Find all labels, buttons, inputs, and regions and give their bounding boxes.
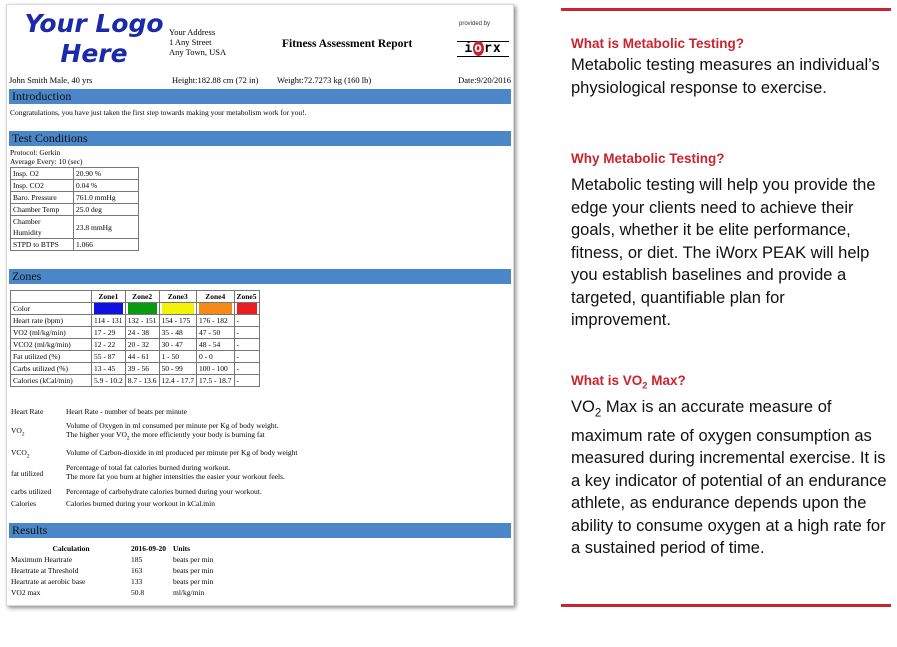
results-header-calculation: Calculation <box>52 544 90 553</box>
def-term-vco2: $VCO_2$ <box>11 448 30 460</box>
def-text-fat-line1: Percentage of total fat calories burned during workout. <box>66 463 231 472</box>
condition-label: Baro. Pressure <box>11 192 74 204</box>
zones-header-row <box>11 291 260 303</box>
zones-metric-row <box>11 363 260 375</box>
result-calculation: VO2 max <box>11 588 41 597</box>
zone-metric-label: Calories (kCal/min) <box>11 375 92 387</box>
address-line: Your Address <box>169 27 216 37</box>
def-text-calories: Calories burned during your workout in kCal.min <box>66 499 215 508</box>
results-header-row <box>11 543 213 554</box>
zone-metric-value: 35 - 48 <box>159 327 197 339</box>
condition-value: 25.0 deg <box>74 204 139 216</box>
result-value: 50.8 <box>131 588 145 597</box>
zone-metric-value: 114 - 131 <box>92 315 126 327</box>
zone-metric-value: 1 - 50 <box>159 351 197 363</box>
zone-metric-value: - <box>234 375 259 387</box>
zone-metric-value: 24 - 38 <box>125 327 159 339</box>
zone-metric-value: 12.4 - 17.7 <box>159 375 197 387</box>
top-divider <box>561 8 891 11</box>
intro-text: Congratulations, you have just taken the first step towards making your metabolism work for you!. <box>10 108 307 117</box>
zone-metric-value: 8.7 - 13.6 <box>125 375 159 387</box>
zone-color-label: Color <box>11 303 92 315</box>
zone-metric-value: 50 - 99 <box>159 363 197 375</box>
zone-metric-value: 132 - 151 <box>125 315 159 327</box>
condition-row <box>11 180 139 192</box>
section-introduction: Introduction <box>9 89 511 104</box>
zone1-color-swatch <box>94 303 123 314</box>
zone-metric-value: 12 - 22 <box>92 339 126 351</box>
section-results: Results <box>9 523 511 538</box>
zones-metric-row <box>11 339 260 351</box>
condition-label: Chamber Humidity <box>11 216 74 239</box>
heading-why-metabolic-testing: Why Metabolic Testing? <box>571 151 725 166</box>
zone-color-cell <box>159 303 197 315</box>
zone-metric-label: Heart rate (bpm) <box>11 315 92 327</box>
def-text-heart-rate: Heart Rate - number of beats per minute <box>66 407 187 416</box>
zone-metric-value: 48 - 54 <box>197 339 235 351</box>
results-row <box>11 587 213 598</box>
zone-metric-value: 100 - 100 <box>197 363 235 375</box>
heading-what-is-metabolic-testing: What is Metabolic Testing? <box>571 36 745 51</box>
zone2-color-swatch <box>128 303 157 314</box>
result-value: 185 <box>131 555 143 564</box>
report-date: Date:9/20/2016 <box>458 75 511 85</box>
body-what-is-metabolic-testing: Metabolic testing measures an individual’s physiological response to exercise. <box>571 56 880 97</box>
zones-corner-cell <box>11 291 92 303</box>
condition-label: STPD to BTPS <box>11 239 74 251</box>
zone-header: Zone5 <box>234 291 259 303</box>
results-header-units: Units <box>173 544 191 553</box>
zone-color-cell <box>197 303 235 315</box>
fitness-report-page <box>6 4 514 606</box>
zone-metric-value: - <box>234 351 259 363</box>
def-text-carbs: Percentage of carbohydrate calories burned during your workout. <box>66 487 262 496</box>
zone4-color-swatch <box>199 303 232 314</box>
zone-metric-value: 30 - 47 <box>159 339 197 351</box>
info-panel <box>561 8 891 606</box>
condition-row <box>11 204 139 216</box>
def-text-vo2-line1: Volume of Oxygen in ml consumed per minute per Kg of body weight. <box>66 421 279 430</box>
condition-value: 761.0 mmHg <box>74 192 139 204</box>
zone-header: Zone3 <box>159 291 197 303</box>
def-term-fat: fat utilized <box>11 469 44 478</box>
result-calculation: Heartrate at Threshold <box>11 566 79 575</box>
result-value: 163 <box>131 566 143 575</box>
zone-metric-value: - <box>234 339 259 351</box>
subject-weight: Weight:72.7273 kg (160 lb) <box>277 75 372 85</box>
zone-metric-value: - <box>234 327 259 339</box>
zone-metric-value: 20 - 32 <box>125 339 159 351</box>
test-conditions-table <box>10 167 139 251</box>
provided-by-label: provided by <box>459 21 491 27</box>
zone-metric-value: 17 - 29 <box>92 327 126 339</box>
iworx-logo: iorx <box>457 41 509 57</box>
condition-value: 23.8 mmHg <box>74 216 139 239</box>
zone-metric-label: Carbs utilized (%) <box>11 363 92 375</box>
result-units: beats per min <box>173 555 214 564</box>
condition-row <box>11 168 139 180</box>
zone-metric-value: 154 - 175 <box>159 315 197 327</box>
logo-placeholder <box>19 9 169 69</box>
report-title: Fitness Assessment Report <box>282 38 413 50</box>
address-line: 1 Any Street <box>169 37 212 47</box>
def-text-fat-line2: The more fat you burn at higher intensities the easier your workout feels. <box>66 472 285 481</box>
results-row <box>11 576 213 587</box>
condition-label: Insp. O2 <box>11 168 74 180</box>
zone-metric-value: 44 - 61 <box>125 351 159 363</box>
address-block <box>169 27 226 57</box>
result-units: beats per min <box>173 566 214 575</box>
zones-table <box>10 290 260 387</box>
zone3-color-swatch <box>162 303 195 314</box>
body-what-is-vo2-max: $VO_2$ Max is an accurate measure of maximum rate of oxygen consumption as measured during incremental exercise. It is a key indicator of potential of an endurance athlete, as endurance depends upon the ability to consume oxygen at a high rate for a sustained period of time. <box>571 398 887 558</box>
zone-color-cell <box>125 303 159 315</box>
body-why-metabolic-testing: Metabolic testing will help you provide the edge your clients need to achieve their goals, whether it be elite performance, fitness, or diet. The iWorx PEAK will help you establish baselines and provide a targeted, quantifiable plan for improvement. <box>571 176 876 329</box>
zone-header: Zone2 <box>125 291 159 303</box>
logo-line-1: Your Logo <box>24 9 164 38</box>
def-term-heart-rate: Heart Rate <box>11 407 44 416</box>
zones-metric-row <box>11 327 260 339</box>
condition-row <box>11 192 139 204</box>
result-value: 133 <box>131 577 143 586</box>
result-calculation: Maximum Heartrate <box>11 555 73 564</box>
zones-metric-row <box>11 375 260 387</box>
zone-metric-value: 176 - 182 <box>197 315 235 327</box>
zone-metric-label: Fat utilized (%) <box>11 351 92 363</box>
results-row <box>11 565 213 576</box>
address-line: Any Town, USA <box>169 47 227 57</box>
results-header-date: 2016-09-20 <box>131 544 166 553</box>
results-table <box>11 543 213 598</box>
def-term-calories: Calories <box>11 499 36 508</box>
zones-metric-row <box>11 315 260 327</box>
condition-value: 0.04 % <box>74 180 139 192</box>
zone-metric-value: 13 - 45 <box>92 363 126 375</box>
condition-label: Insp. CO2 <box>11 180 74 192</box>
def-text-vo2-line2: The higher your $VO_2$ the more efficiently your body is burning fat <box>66 430 265 442</box>
zone-metric-value: - <box>234 315 259 327</box>
section-zones: Zones <box>9 269 511 284</box>
zones-metric-row <box>11 351 260 363</box>
condition-row <box>11 216 139 239</box>
zone-metric-value: 5.9 - 10.2 <box>92 375 126 387</box>
zone-metric-value: - <box>234 363 259 375</box>
average-every-text: Average Every: 10 (sec) <box>10 157 83 166</box>
subject-height: Height:182.88 cm (72 in) <box>172 75 259 85</box>
result-calculation: Heartrate at aerobic base <box>11 577 86 586</box>
zone-header: Zone4 <box>197 291 235 303</box>
condition-value: 1.066 <box>74 239 139 251</box>
zone-header: Zone1 <box>92 291 126 303</box>
def-text-vco2: Volume of Carbon-dioxide in ml produced per minute per Kg of body weight <box>66 448 298 457</box>
zone-metric-label: VCO2 (ml/kg/min) <box>11 339 92 351</box>
subject-info-row <box>9 75 511 87</box>
zone-metric-value: 47 - 50 <box>197 327 235 339</box>
heading-what-is-vo2-max: What is $VO_2$ Max? <box>571 373 686 392</box>
result-units: ml/kg/min <box>173 588 205 597</box>
def-term-vo2: $VO_2$ <box>11 426 25 438</box>
section-test-conditions: Test Conditions <box>9 131 511 146</box>
zone5-color-swatch <box>237 303 257 314</box>
subject-name-age: John Smith Male, 40 yrs <box>9 75 93 85</box>
zone-metric-value: 17.5 - 18.7 <box>197 375 235 387</box>
zone-metric-value: 39 - 56 <box>125 363 159 375</box>
zone-color-cell <box>234 303 259 315</box>
condition-value: 20.90 % <box>74 168 139 180</box>
condition-row <box>11 239 139 251</box>
def-term-carbs: carbs utilized <box>11 487 52 496</box>
result-units: beats per min <box>173 577 214 586</box>
results-row <box>11 554 213 565</box>
protocol-text: Protocol: Gerkin <box>10 148 61 157</box>
bottom-divider <box>561 604 891 607</box>
logo-line-2: Here <box>60 39 128 68</box>
zones-color-row <box>11 303 260 315</box>
zone-metric-value: 0 - 0 <box>197 351 235 363</box>
zone-metric-label: VO2 (ml/kg/min) <box>11 327 92 339</box>
condition-label: Chamber Temp <box>11 204 74 216</box>
zone-color-cell <box>92 303 126 315</box>
zone-metric-value: 55 - 87 <box>92 351 126 363</box>
